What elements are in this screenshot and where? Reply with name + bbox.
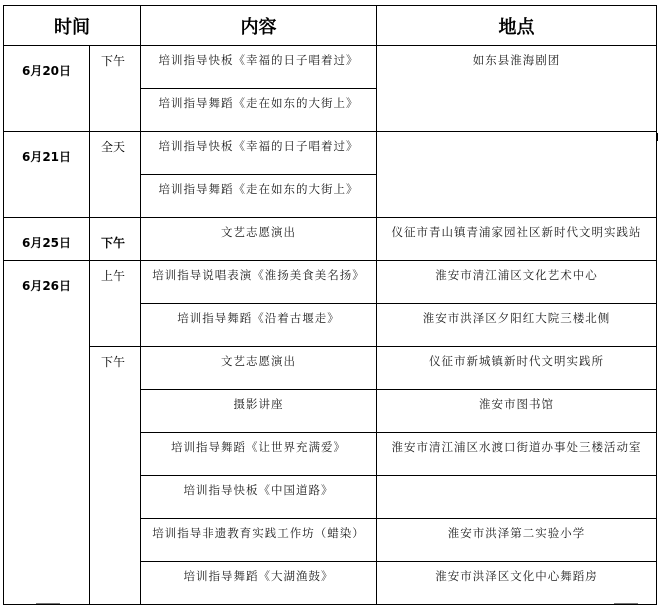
date-cell-empty	[4, 390, 90, 433]
table-row	[4, 562, 657, 605]
date-cell-empty	[4, 89, 90, 132]
edge-tick	[657, 133, 658, 141]
period-cell-empty	[90, 519, 141, 562]
place-cell: 淮安市图书馆	[377, 390, 657, 433]
place-cell: 淮安市清江浦区水渡口街道办事处三楼活动室	[377, 433, 657, 476]
content-cell: 培训指导舞蹈《大湖渔鼓》	[141, 562, 377, 605]
period-cell-empty	[90, 175, 141, 218]
content-cell: 培训指导舞蹈《走在如东的大街上》	[141, 89, 377, 132]
period-cell-empty	[90, 89, 141, 132]
period-cell: 下午	[90, 218, 141, 261]
table-row	[4, 347, 657, 390]
content-cell: 培训指导快板《幸福的日子唱着过》	[141, 132, 377, 175]
table-row	[4, 519, 657, 562]
footer-rule-left	[36, 603, 60, 604]
content-cell: 文艺志愿演出	[141, 218, 377, 261]
date-cell-empty	[4, 562, 90, 605]
content-cell: 培训指导快板《中国道路》	[141, 476, 377, 519]
content-cell: 培训指导非遗教育实践工作坊（蜡染）	[141, 519, 377, 562]
schedule-table	[3, 5, 657, 605]
table-row	[4, 132, 657, 175]
table-row	[4, 218, 657, 261]
table-row	[4, 261, 657, 304]
content-cell: 培训指导舞蹈《让世界充满爱》	[141, 433, 377, 476]
period-cell-empty	[90, 562, 141, 605]
content-cell: 文艺志愿演出	[141, 347, 377, 390]
period-cell-empty	[90, 476, 141, 519]
header-place: 地点	[377, 6, 657, 46]
date-cell-empty	[4, 519, 90, 562]
period-cell-empty	[90, 304, 141, 347]
date-cell: 6月20日	[4, 46, 90, 89]
table-row	[4, 390, 657, 433]
table-row	[4, 175, 657, 218]
date-cell-empty	[4, 304, 90, 347]
place-cell	[377, 89, 657, 132]
header-row	[4, 6, 657, 46]
date-cell: 6月21日	[4, 132, 90, 175]
period-cell: 上午	[90, 261, 141, 304]
table-row	[4, 46, 657, 89]
period-cell: 下午	[90, 347, 141, 390]
period-cell-empty	[90, 433, 141, 476]
content-cell: 培训指导说唱表演《淮扬美食美名扬》	[141, 261, 377, 304]
place-cell: 淮安市清江浦区文化艺术中心	[377, 261, 657, 304]
date-cell-empty	[4, 347, 90, 390]
content-cell: 摄影讲座	[141, 390, 377, 433]
place-cell: 如东县淮海剧团	[377, 46, 657, 89]
table-row	[4, 476, 657, 519]
header-content: 内容	[141, 6, 377, 46]
content-cell: 培训指导舞蹈《走在如东的大街上》	[141, 175, 377, 218]
place-cell: 淮安市洪泽区文化中心舞蹈房	[377, 562, 657, 605]
place-cell	[377, 175, 657, 218]
content-cell: 培训指导舞蹈《沿着古堰走》	[141, 304, 377, 347]
table-row	[4, 304, 657, 347]
period-cell: 下午	[90, 46, 141, 89]
content-cell: 培训指导快板《幸福的日子唱着过》	[141, 46, 377, 89]
place-cell: 淮安市洪泽区夕阳红大院三楼北侧	[377, 304, 657, 347]
date-cell-empty	[4, 175, 90, 218]
table-row	[4, 433, 657, 476]
table-row	[4, 89, 657, 132]
date-cell: 6月26日	[4, 261, 90, 304]
footer-rule-right	[614, 603, 638, 604]
header-time: 时间	[4, 6, 141, 46]
date-cell-empty	[4, 476, 90, 519]
date-cell-empty	[4, 433, 90, 476]
place-cell: 仪征市新城镇新时代文明实践所	[377, 347, 657, 390]
place-cell: 淮安市洪泽第二实验小学	[377, 519, 657, 562]
place-cell	[377, 476, 657, 519]
place-cell: 仪征市青山镇青浦家园社区新时代文明实践站	[377, 218, 657, 261]
period-cell: 全天	[90, 132, 141, 175]
place-cell	[377, 132, 657, 175]
period-cell-empty	[90, 390, 141, 433]
date-cell: 6月25日	[4, 218, 90, 261]
